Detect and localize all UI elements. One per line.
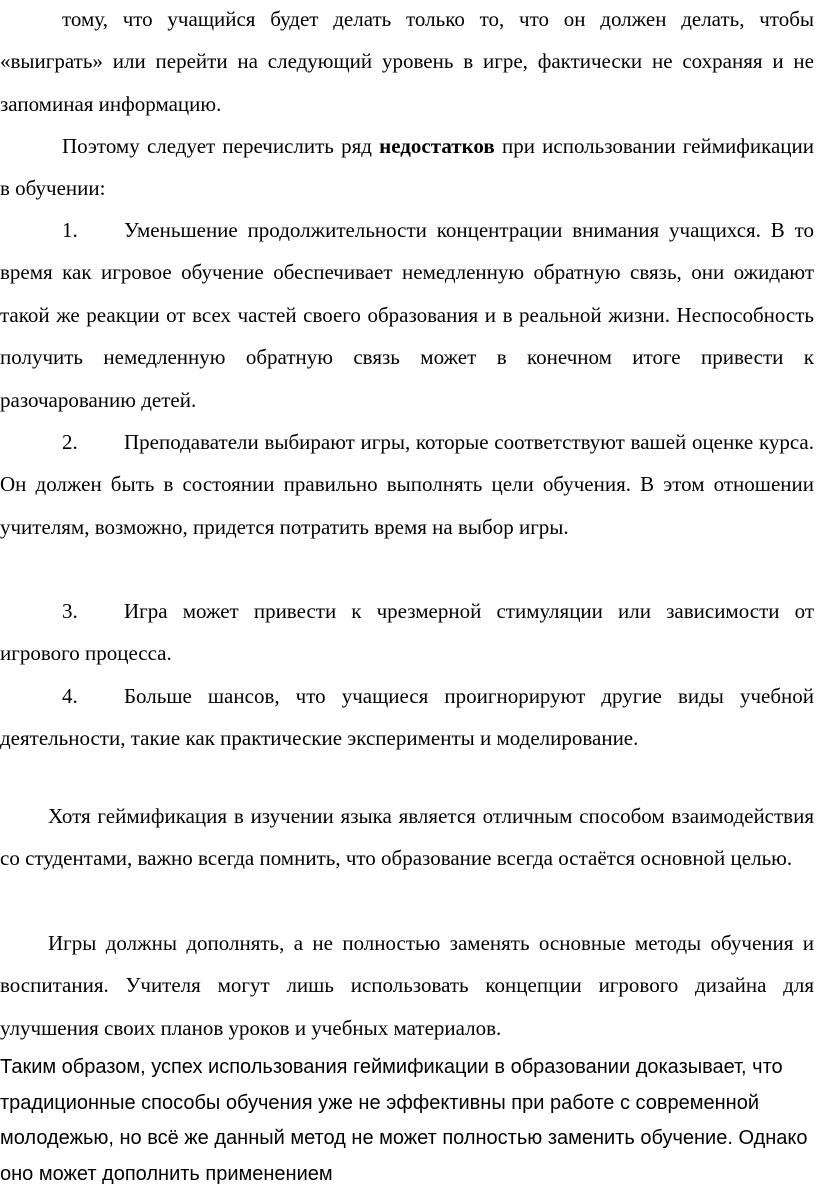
list-number: 1. (62, 218, 78, 242)
paragraph-intro-continuation (0, 0, 814, 125)
list-item-text: Больше шансов, что учащиеся проигнорируют другие виды учебной деятельности, такие как практические эксперименты и моделирование. (0, 684, 814, 751)
paragraph-summary (0, 1050, 814, 1192)
list-item-2 (0, 421, 814, 548)
emphasis-disadvantages: недостатков (379, 134, 495, 158)
list-item-1 (0, 209, 814, 421)
list-item-text: Игра может привести к чрезмерной стимуляции или зависимости от игрового процесса. (0, 599, 814, 666)
paragraph-games-supplement (0, 922, 814, 1049)
list-item-text: Уменьшение продолжительности концентрации внимания учащихся. В то время как игровое обучение обеспечивает немедленную обратную связь, они ожидают такой же реакции от всех частей своего образования и в реальной жизни. Неспособность получить немедленную обратную связь может в конечном итоге привести к разочарованию детей. (0, 218, 814, 412)
list-item-4 (0, 675, 814, 760)
paragraph-disadvantages-intro (0, 125, 814, 210)
paragraph-text: тому, что учащийся будет делать только то, что он должен делать, чтобы «выиграть» или перейти на следующий уровень в игре, фактически не сохраняя и не запоминая информацию. (0, 7, 814, 116)
list-item-3 (0, 590, 814, 675)
list-number: 2. (62, 430, 78, 454)
paragraph-text: Игры должны дополнять, а не полностью заменять основные методы обучения и воспитания. Учителя могут лишь использовать концепции игрового дизайна для улучшения своих планов уроков и учебных материалов. (0, 931, 814, 1040)
paragraph-conclusion-goal (0, 795, 814, 880)
paragraph-text: Таким образом, успех использования геймификации в образовании доказывает, что традиционные способы обучения уже не эффективны при работе с современной молодежью, но всё же данный метод не может полностью заменить обучение. Однако оно может дополнить применением (0, 1056, 808, 1185)
paragraph-text-start: Поэтому следует перечислить ряд (62, 134, 380, 158)
list-number: 4. (62, 684, 78, 708)
list-number: 3. (62, 599, 78, 623)
list-item-text: Преподаватели выбирают игры, которые соответствуют вашей оценке курса. Он должен быть в состоянии правильно выполнять цели обучения. В этом отношении учителям, возможно, придется потратить время на выбор игры. (0, 430, 814, 539)
paragraph-text: Хотя геймификация в изучении языка является отличным способом взаимодействия со студентами, важно всегда помнить, что образование всегда остаётся основной целью. (0, 804, 814, 871)
paragraph-text-end: при использовании геймификации в обучении: (0, 134, 814, 201)
